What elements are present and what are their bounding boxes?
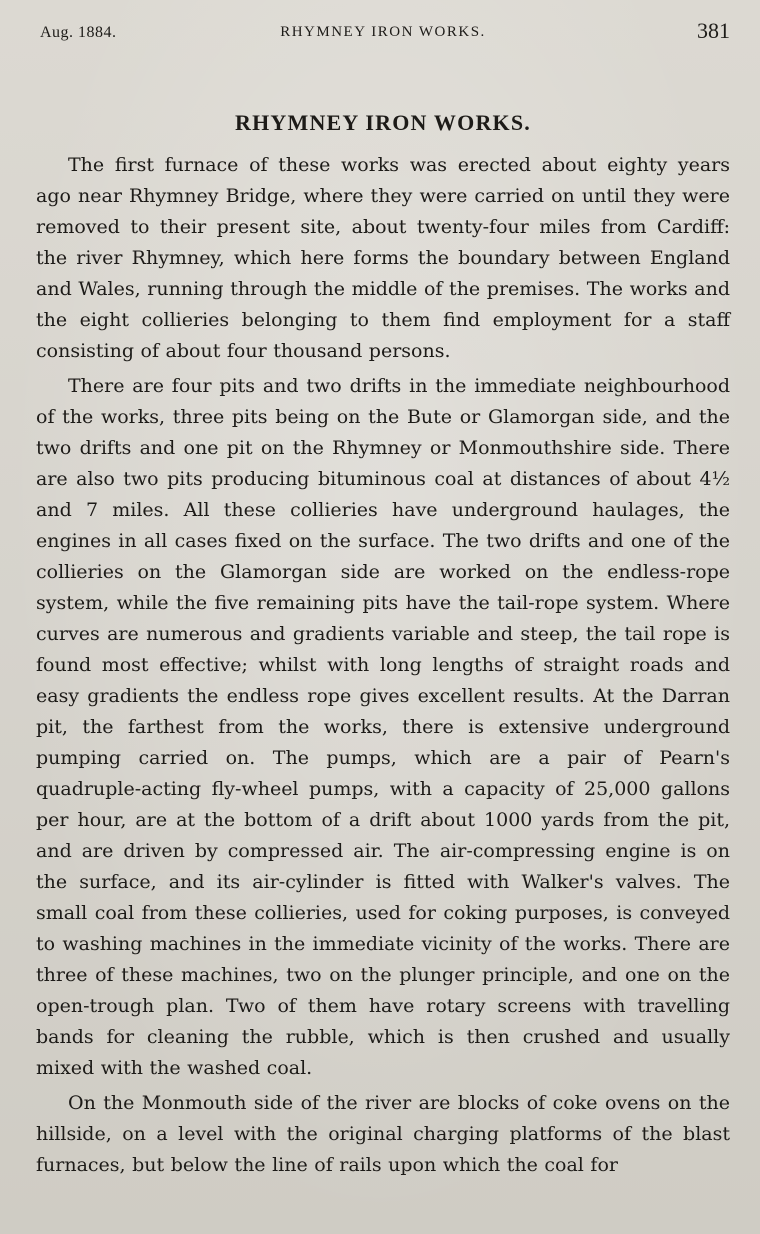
article-title: RHYMNEY IRON WORKS.	[235, 110, 531, 135]
running-head-title: RHYMNEY IRON WORKS.	[280, 24, 486, 40]
running-head	[36, 18, 730, 52]
paragraph-1: The first furnace of these works was erected about eighty years ago near Rhymney Bridge, where they were carried on until they were removed to their present site, about twenty-four miles from Cardiff: the river Rhymney, which here forms the boundary between England and Wales, running through the middle of the premises. The works and the eight collieries belonging to them find employment for a staff consisting of about four thousand persons.	[36, 154, 730, 362]
paragraph-3: On the Monmouth side of the river are blocks of coke ovens on the hillside, on a level with the original charging platforms of the blast furnaces, but below the line of rails upon which the coal for	[36, 1092, 730, 1176]
paragraph-2: There are four pits and two drifts in the immediate neighbourhood of the works, three pits being on the Bute or Glamorgan side, and the two drifts and one pit on the Rhymney or Monmouthshire side. There are also two pits producing bituminous coal at distances of about 4½ and 7 miles. All these collieries have underground haulages, the engines in all cases fixed on the surface. The two drifts and one of the collieries on the Glamorgan side are worked on the endless-rope system, while the five remaining pits have the tail-rope system. Where curves are numerous and gradients variable and steep, the tail rope is found most effective; whilst with long lengths of straight roads and easy gradients the endless rope gives excellent results. At the Darran pit, the farthest from the works, there is extensive underground pumping carried on. The pumps, which are a pair of Pearn's quadruple-acting fly-wheel pumps, with a capacity of 25,000 gallons per hour, are at the bottom of a drift about 1000 yards from the pit, and are driven by compressed air. The air-compressing engine is on the surface, and its air-cylinder is fitted with Walker's valves. The small coal from these collieries, used for coking purposes, is conveyed to washing machines in the immediate vicinity of the works. There are three of these machines, two on the plunger principle, and one on the open-trough plan. Two of them have rotary screens with travelling bands for cleaning the rubble, which is then crushed and usually mixed with the washed coal.	[36, 375, 730, 1079]
page-number: 381	[697, 18, 730, 43]
article-body	[36, 150, 730, 1181]
running-head-date: Aug. 1884.	[40, 24, 117, 41]
